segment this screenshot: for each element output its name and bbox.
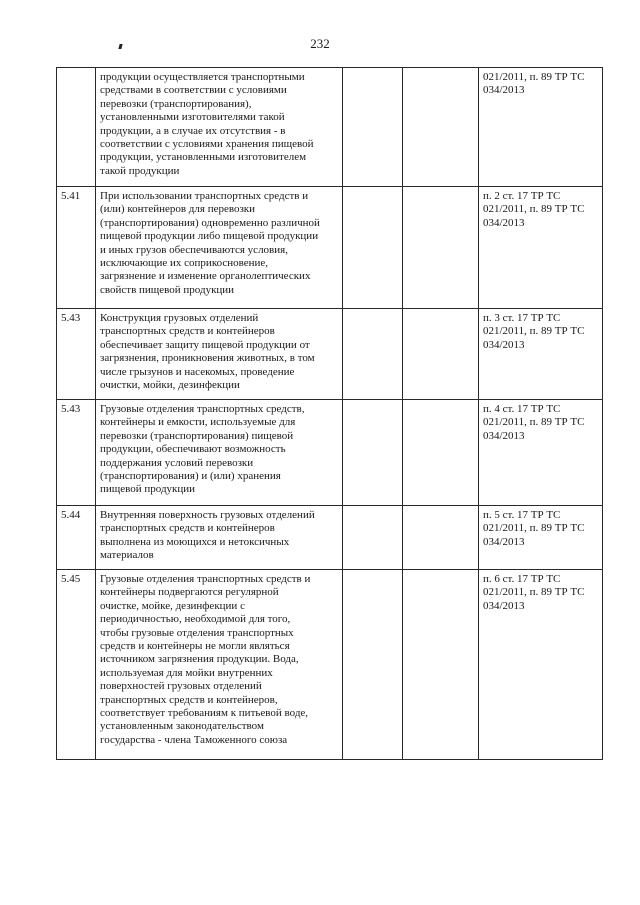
empty-cell <box>343 570 403 760</box>
requirements-table <box>56 67 603 760</box>
reference-text: п. 3 ст. 17 ТР ТС 021/2011, п. 89 ТР ТС 034/2013 <box>479 309 603 400</box>
row-number <box>57 68 96 187</box>
empty-cell <box>403 68 479 187</box>
table-row <box>57 400 603 506</box>
table-row <box>57 570 603 760</box>
table-row <box>57 309 603 400</box>
reference-text: п. 5 ст. 17 ТР ТС 021/2011, п. 89 ТР ТС 034/2013 <box>479 506 603 570</box>
page-number: 232 <box>310 36 330 51</box>
row-number: 5.45 <box>57 570 96 760</box>
empty-cell <box>403 570 479 760</box>
row-number: 5.44 <box>57 506 96 570</box>
requirement-text: Внутренняя поверхность грузовых отделений транспортных средств и контейнеров выполнена из моющихся и нетоксичных материалов <box>96 506 343 570</box>
reference-text: п. 4 ст. 17 ТР ТС 021/2011, п. 89 ТР ТС 034/2013 <box>479 400 603 506</box>
empty-cell <box>343 506 403 570</box>
requirement-text: Грузовые отделения транспортных средств, контейнеры и емкости, используемые для перевозки (транспортирования) пищевой продукции, обеспечивают возможность поддержания условий перевозки (транспортирования) и (или) хранения пищевой продукции <box>96 400 343 506</box>
empty-cell <box>343 400 403 506</box>
row-number: 5.41 <box>57 187 96 309</box>
requirement-text: Конструкция грузовых отделений транспортных средств и контейнеров обеспечивает защиту пищевой продукции от загрязнения, проникновения животных, в том числе грызунов и насекомых, проведение очистки, мойки, дезинфекции <box>96 309 343 400</box>
requirement-text: Грузовые отделения транспортных средств и контейнеры подвергаются регулярной очистке, мойке, дезинфекции с периодичностью, необходимой для того, чтобы грузовые отделения транспортных средств и контейнеры не могли являться источником загрязнения продукции. Вода, используемая для мойки внутренних поверхностей грузовых отделений транспортных средств и контейнеров, соответствует требованиям к питьевой воде, установленным законодательством государства - члена Таможенного союза <box>96 570 343 760</box>
requirement-text: При использовании транспортных средств и (или) контейнеров для перевозки (транспортирования) одновременно различной пищевой продукции либо пищевой продукции и иных грузов обеспечиваются условия, исключающие их соприкосновение, загрязнение и изменение органолептических свойств пищевой продукции <box>96 187 343 309</box>
row-number: 5.43 <box>57 400 96 506</box>
empty-cell <box>343 309 403 400</box>
empty-cell <box>343 187 403 309</box>
reference-text: п. 6 ст. 17 ТР ТС 021/2011, п. 89 ТР ТС 034/2013 <box>479 570 603 760</box>
table-row <box>57 68 603 187</box>
empty-cell <box>403 400 479 506</box>
row-number: 5.43 <box>57 309 96 400</box>
table-row <box>57 187 603 309</box>
table-row <box>57 506 603 570</box>
requirement-text: продукции осуществляется транспортными средствами в соответствии с условиями перевозки (транспортирования), установленными изготовителями такой продукции, а в случае их отсутствия - в соответствии с условиями хранения пищевой продукции, установленными изготовителем такой продукции <box>96 68 343 187</box>
reference-text: 021/2011, п. 89 ТР ТС 034/2013 <box>479 68 603 187</box>
empty-cell <box>403 187 479 309</box>
empty-cell <box>403 309 479 400</box>
empty-cell <box>403 506 479 570</box>
reference-text: п. 2 ст. 17 ТР ТС 021/2011, п. 89 ТР ТС 034/2013 <box>479 187 603 309</box>
empty-cell <box>343 68 403 187</box>
